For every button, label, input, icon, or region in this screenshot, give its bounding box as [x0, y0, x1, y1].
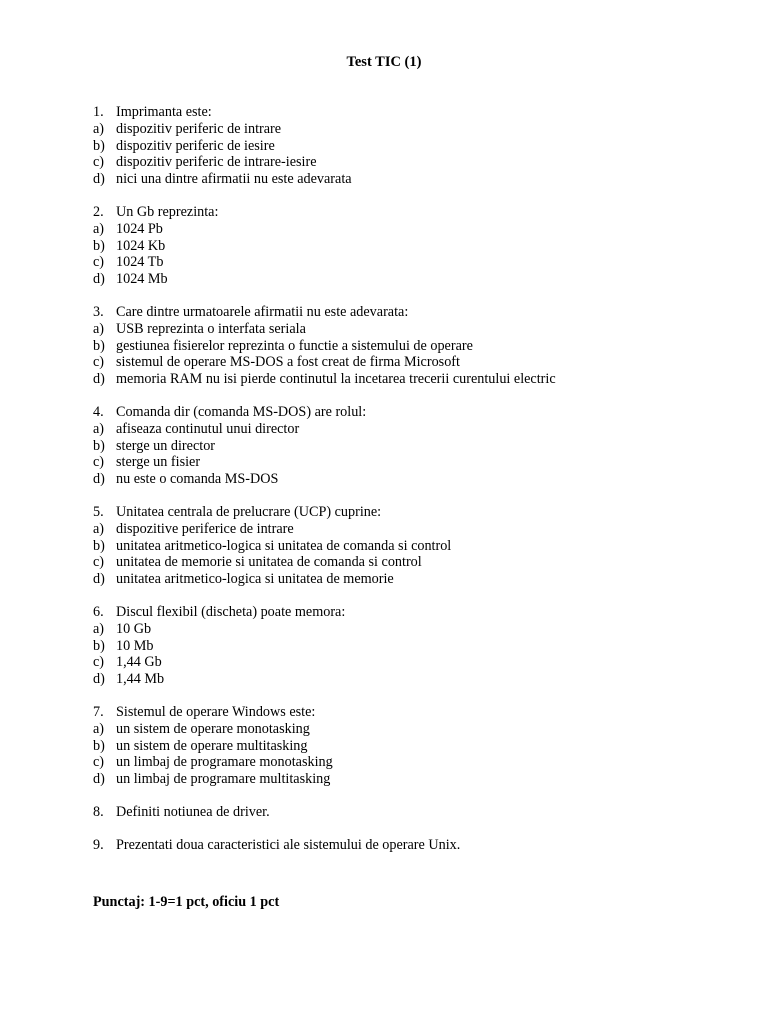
question-2 — [93, 204, 733, 288]
question-text-line — [93, 204, 733, 221]
question-text-line — [93, 804, 733, 821]
option-text: dispozitiv periferic de intrare — [116, 120, 282, 137]
option-label: a) — [93, 620, 105, 637]
question-text: Prezentati doua caracteristici ale sistemului de operare Unix. — [116, 836, 461, 853]
question-text: Sistemul de operare Windows este: — [116, 703, 316, 720]
option-label: d) — [93, 171, 105, 188]
option-label: c) — [93, 754, 105, 771]
answer-option — [93, 154, 733, 171]
question-number: 4. — [93, 403, 104, 420]
option-label: a) — [93, 120, 105, 137]
option-label: b) — [93, 537, 105, 554]
option-text: memoria RAM nu isi pierde continutul la incetarea trecerii curentului electric — [116, 371, 556, 388]
option-text: 1024 Pb — [116, 220, 163, 237]
option-text: dispozitiv periferic de intrare-iesire — [116, 154, 317, 171]
option-text: sterge un director — [116, 437, 216, 454]
option-label: a) — [93, 420, 105, 437]
answer-option — [93, 738, 733, 755]
option-text: un limbaj de programare multitasking — [116, 771, 331, 788]
question-text: Discul flexibil (discheta) poate memora: — [116, 603, 346, 620]
question-text-line — [93, 404, 733, 421]
option-text: 10 Gb — [116, 620, 152, 637]
question-text-line — [93, 704, 733, 721]
question-text-line — [93, 837, 733, 854]
page-title: Test TIC (1) — [346, 54, 422, 70]
answer-option — [93, 454, 733, 471]
option-label: c) — [93, 154, 105, 171]
option-text: 1,44 Gb — [116, 654, 162, 671]
option-text: gestiunea fisierelor reprezinta o functie a sistemului de operare — [116, 337, 473, 354]
question-number: 3. — [93, 303, 104, 320]
option-label: b) — [93, 437, 105, 454]
answer-option — [93, 371, 733, 388]
option-text: sterge un fisier — [116, 454, 201, 471]
answer-option — [93, 421, 733, 438]
question-text-line — [93, 304, 733, 321]
answer-option — [93, 238, 733, 255]
question-text-line — [93, 104, 733, 121]
option-label: d) — [93, 371, 105, 388]
question-number: 6. — [93, 603, 104, 620]
option-label: b) — [93, 337, 105, 354]
question-6 — [93, 604, 733, 688]
answer-option — [93, 271, 733, 288]
option-text: un limbaj de programare monotasking — [116, 754, 333, 771]
option-text: 1,44 Mb — [116, 671, 165, 688]
option-text: unitatea de memorie si unitatea de comanda si control — [116, 554, 422, 571]
answer-option — [93, 571, 733, 588]
answer-option — [93, 721, 733, 738]
option-text: sistemul de operare MS-DOS a fost creat de firma Microsoft — [116, 354, 460, 371]
option-label: d) — [93, 571, 105, 588]
answer-option — [93, 538, 733, 555]
option-text: dispozitiv periferic de iesire — [116, 137, 275, 154]
option-text: un sistem de operare monotasking — [116, 720, 310, 737]
question-number: 2. — [93, 203, 104, 220]
option-text: nici una dintre afirmatii nu este adevarata — [116, 171, 352, 188]
option-label: c) — [93, 254, 105, 271]
question-text: Un Gb reprezinta: — [116, 203, 219, 220]
option-text: unitatea aritmetico-logica si unitatea de comanda si control — [116, 537, 452, 554]
option-text: 10 Mb — [116, 637, 154, 654]
option-label: a) — [93, 320, 105, 337]
question-5 — [93, 504, 733, 588]
option-label: b) — [93, 637, 105, 654]
question-text: Definiti notiunea de driver. — [116, 803, 270, 820]
question-text: Imprimanta este: — [116, 104, 212, 120]
option-text: 1024 Tb — [116, 254, 164, 271]
option-label: d) — [93, 771, 105, 788]
option-label: c) — [93, 554, 105, 571]
question-number: 8. — [93, 803, 104, 820]
option-label: d) — [93, 471, 105, 488]
question-3 — [93, 304, 733, 388]
answer-option — [93, 438, 733, 455]
option-text: 1024 Mb — [116, 271, 168, 288]
question-text: Care dintre urmatoarele afirmatii nu este adevarata: — [116, 303, 409, 320]
option-text: dispozitive periferice de intrare — [116, 520, 294, 537]
option-text: 1024 Kb — [116, 237, 166, 254]
question-number: 5. — [93, 503, 104, 520]
option-label: a) — [93, 520, 105, 537]
option-label: c) — [93, 454, 105, 471]
option-label: b) — [93, 237, 105, 254]
question-list — [93, 104, 733, 869]
answer-option — [93, 221, 733, 238]
answer-option — [93, 554, 733, 571]
question-number: 1. — [93, 104, 104, 120]
option-label: d) — [93, 271, 105, 288]
answer-option — [93, 354, 733, 371]
answer-option — [93, 771, 733, 788]
answer-option — [93, 471, 733, 488]
question-8 — [93, 804, 733, 821]
answer-option — [93, 121, 733, 138]
answer-option — [93, 254, 733, 271]
question-number: 7. — [93, 703, 104, 720]
answer-option — [93, 138, 733, 155]
answer-option — [93, 754, 733, 771]
question-7 — [93, 704, 733, 788]
option-label: b) — [93, 137, 105, 154]
answer-option — [93, 621, 733, 638]
option-text: un sistem de operare multitasking — [116, 737, 308, 754]
answer-option — [93, 171, 733, 188]
option-label: a) — [93, 220, 105, 237]
question-text-line — [93, 604, 733, 621]
answer-option — [93, 638, 733, 655]
answer-option — [93, 338, 733, 355]
option-label: c) — [93, 654, 105, 671]
question-number: 9. — [93, 836, 104, 853]
question-text-line — [93, 504, 733, 521]
option-label: c) — [93, 354, 105, 371]
answer-option — [93, 521, 733, 538]
scoring-note: Punctaj: 1-9=1 pct, oficiu 1 pct — [93, 894, 280, 910]
option-text: nu este o comanda MS-DOS — [116, 471, 279, 488]
answer-option — [93, 654, 733, 671]
option-label: a) — [93, 720, 105, 737]
option-text: unitatea aritmetico-logica si unitatea de memorie — [116, 571, 394, 588]
question-1 — [93, 104, 733, 188]
option-text: afiseaza continutul unui director — [116, 420, 300, 437]
question-text: Comanda dir (comanda MS-DOS) are rolul: — [116, 403, 367, 420]
option-text: USB reprezinta o interfata seriala — [116, 320, 306, 337]
option-label: d) — [93, 671, 105, 688]
answer-option — [93, 321, 733, 338]
question-4 — [93, 404, 733, 488]
answer-option — [93, 671, 733, 688]
option-label: b) — [93, 737, 105, 754]
question-text: Unitatea centrala de prelucrare (UCP) cuprine: — [116, 503, 382, 520]
question-9 — [93, 837, 733, 854]
